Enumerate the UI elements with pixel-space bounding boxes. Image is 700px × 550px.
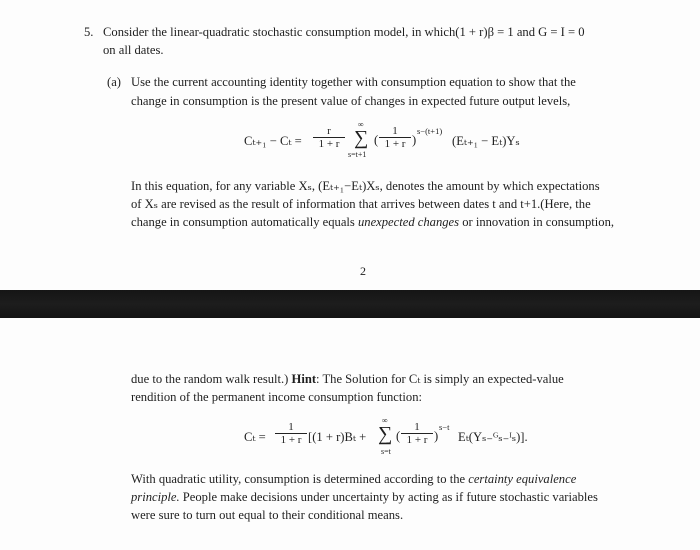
paragraph1-line3: change in consumption automatically equals unexpected changes or innovation in consumption, <box>131 215 615 229</box>
eq2-lhs: Cₜ = <box>244 430 266 444</box>
eq1-fraction-discount: $\frac{1}{1 + r}$ <box>379 125 411 150</box>
emphasis-principle: principle. <box>131 490 180 504</box>
eq2-fraction-discount: $\frac{1}{1 + r}$ <box>401 421 433 446</box>
problem-intro-line2: on all dates. <box>103 43 164 57</box>
paragraph2-line3: were sure to turn out equal to their conditional means. <box>131 508 404 522</box>
paragraph1-line2: of Xₛ are revised as the result of information that arrives between dates t and t+1.(Here, the <box>131 197 591 211</box>
emphasis-certainty-equivalence: certainty equivalence <box>468 472 577 486</box>
eq2-tail: Eₜ(Yₛ₋ᴳₛ₋ᴵₛ)]. <box>458 430 528 444</box>
eq2-fraction-1: $\frac{1}{1 + r}$ <box>275 421 307 446</box>
page-break <box>0 290 700 318</box>
emphasis-unexpected-changes: unexpected changes <box>357 215 460 229</box>
eq2-mid: [(1 + r)Bₜ + <box>308 430 367 444</box>
sigma-icon: ∑ <box>378 423 393 445</box>
eq1-fraction-r: $\frac{r}{1 + r}$ <box>313 125 345 150</box>
eq1-paren-close: ) <box>412 133 417 147</box>
hint-label: Hint <box>291 372 317 386</box>
paragraph2-line1: With quadratic utility, consumption is determined according to the certainty equivalence <box>131 472 577 486</box>
eq2-sum-lower: s=t <box>381 447 391 456</box>
paragraph2-line2: principle. People make decisions under uncertainty by acting as if future stochastic variables <box>131 490 598 504</box>
part-a-line2: change in consumption is the present value of changes in expected future output levels, <box>131 94 571 108</box>
part-a-label: (a) <box>107 75 121 89</box>
paragraph1-line1: In this equation, for any variable Xₛ, (Eₜ₊₁−Eₜ)Xₛ, denotes the amount by which expectations <box>131 179 600 193</box>
eq2-paren-open: ( <box>396 429 401 443</box>
problem-number: 5. <box>84 25 94 39</box>
eq2-exponent: s−t <box>439 422 450 432</box>
eq1-lhs: Cₜ₊₁ − Cₜ = <box>244 134 302 148</box>
continuation-line2: rendition of the permanent income consumption function: <box>131 390 422 404</box>
page-number: 2 <box>360 264 366 278</box>
continuation-line1: due to the random walk result.) Hint: The Solution for Cₜ is simply an expected-value <box>131 372 564 386</box>
eq1-exponent: s−(t+1) <box>417 126 443 136</box>
eq2-sum-upper: ∞ <box>382 416 388 425</box>
sigma-icon: ∑ <box>354 127 369 149</box>
eq1-paren-open: ( <box>374 133 379 147</box>
problem-intro-line1: Consider the linear-quadratic stochastic consumption model, in which(1 + r)β = 1 and G = I = 0 <box>103 25 585 39</box>
eq1-tail: (Eₜ₊₁ − Eₜ)Yₛ <box>452 134 520 148</box>
eq1-sum-lower: s=t+1 <box>348 150 367 159</box>
eq2-paren-close: ) <box>434 429 439 443</box>
part-a-line1: Use the current accounting identity together with consumption equation to show that the <box>131 75 576 89</box>
eq1-sum-upper: ∞ <box>358 120 364 129</box>
